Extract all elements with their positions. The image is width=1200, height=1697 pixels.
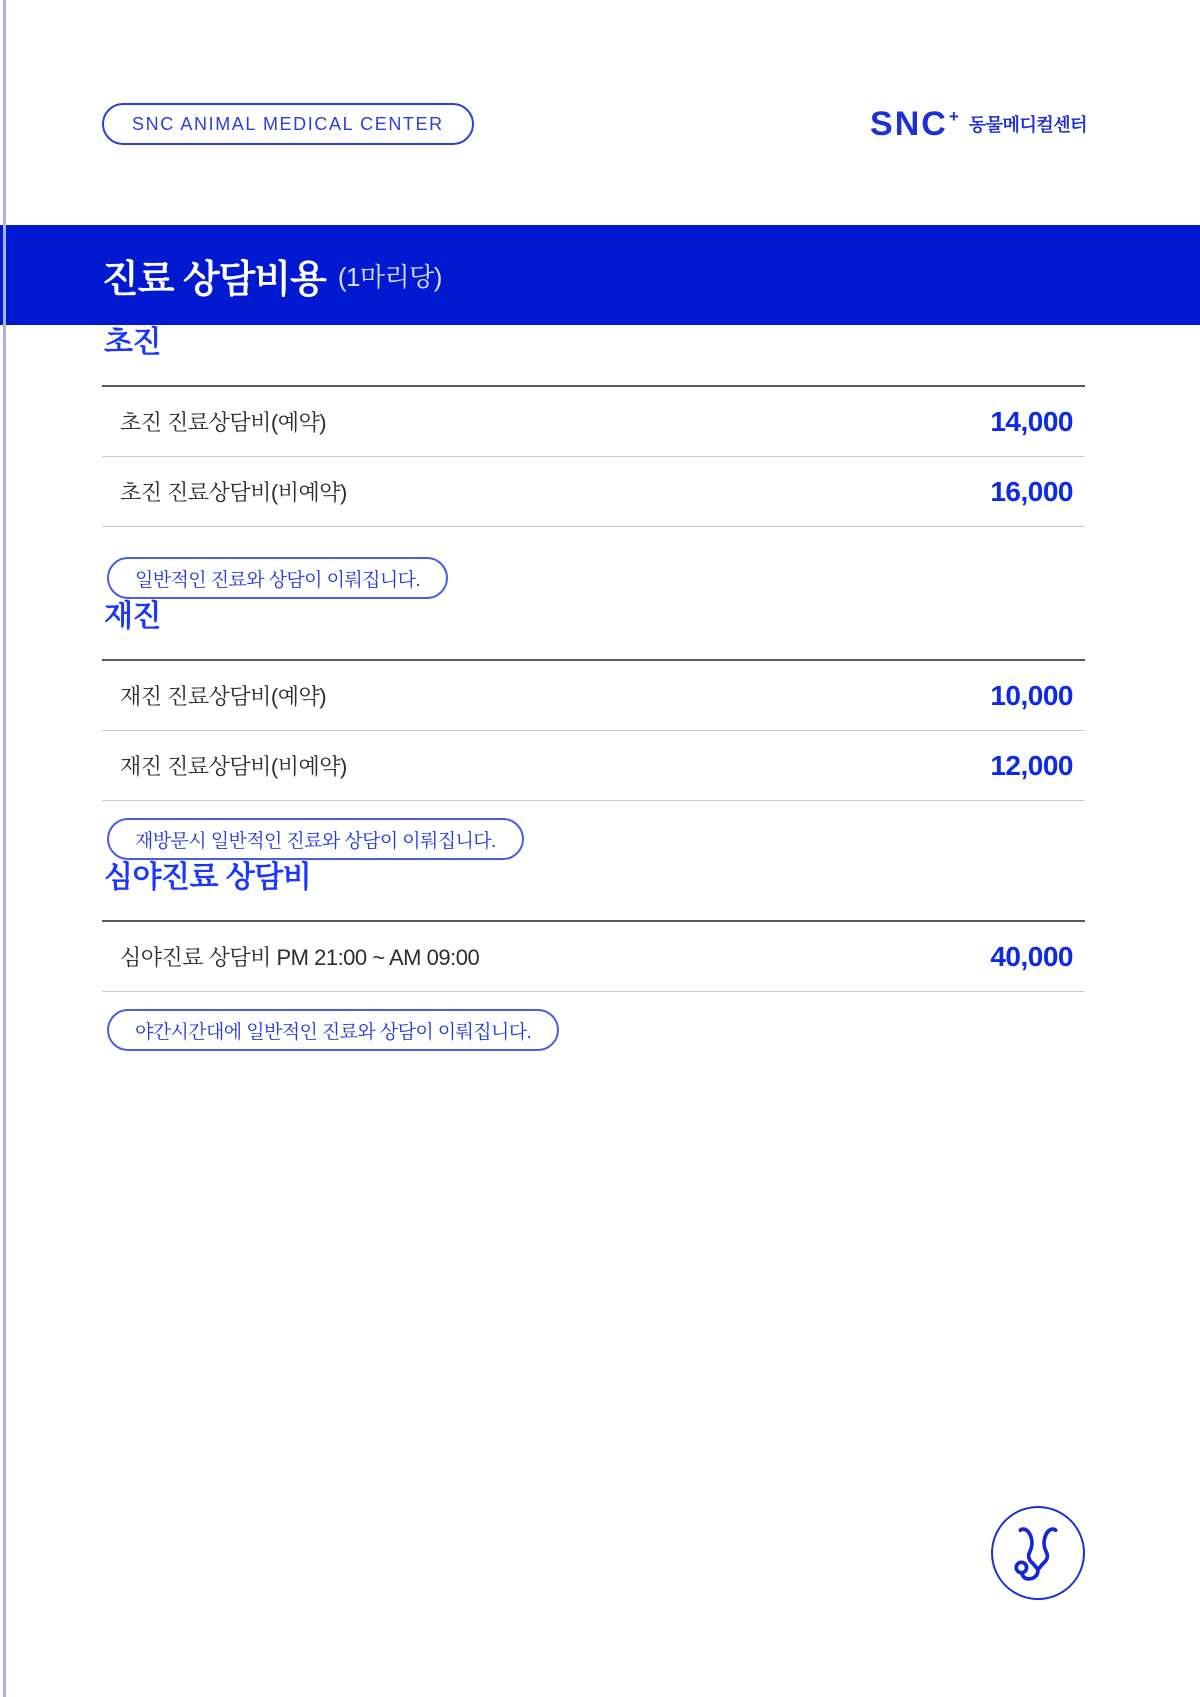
row-price: 12,000 [990,749,1073,781]
section-first-visit [102,325,1085,599]
page-title: 진료 상담비용 [102,258,326,301]
clinic-stamp [991,1506,1085,1600]
logo-plus-icon: + [948,107,961,126]
note-text: 일반적인 진료와 상담이 이뤄집니다. [135,569,421,591]
section-revisit [102,599,1085,860]
table-row [102,387,1085,457]
note-pill [107,1009,559,1051]
row-label: 초진 진료상담비(예약) [120,410,327,435]
row-price: 16,000 [990,475,1073,507]
note-text: 야간시간대에 일반적인 진료와 상담이 이뤄집니다. [135,1021,532,1043]
section-heading: 심야진료 상담비 [104,861,312,894]
row-label: 심야진료 상담비 PM 21:00 ~ AM 09:00 [120,945,480,970]
row-price: 40,000 [990,940,1073,972]
price-table [102,659,1085,801]
row-label: 초진 진료상담비(비예약) [120,480,347,505]
price-table [102,385,1085,527]
price-table [102,920,1085,992]
section-heading: 재진 [104,600,161,633]
section-late-night [102,860,1085,1051]
note-pill [107,818,524,860]
clinic-name-badge [102,103,474,145]
page-content [102,325,1085,1051]
table-row [102,922,1085,992]
page-header [102,103,1087,145]
table-row [102,457,1085,527]
row-price: 10,000 [990,679,1073,711]
section-heading: 초진 [104,326,161,359]
row-price: 14,000 [990,405,1073,437]
row-label: 재진 진료상담비(예약) [120,684,327,709]
row-label: 재진 진료상담비(비예약) [120,754,347,779]
logo-subtitle: 동물메디컬센터 [968,115,1087,135]
note-text: 재방문시 일반적인 진료와 상담이 이뤄집니다. [135,830,496,852]
snc-logo [870,107,1087,141]
note-pill [107,557,448,599]
table-row [102,661,1085,731]
table-row [102,731,1085,801]
stethoscope-icon [1009,1524,1067,1582]
left-accent-strip [3,0,6,1697]
clinic-name-text: SNC ANIMAL MEDICAL CENTER [132,113,444,134]
page-title-unit: (1마리당) [337,261,442,292]
logo-wordmark: SNC+ [870,105,961,143]
title-banner [0,225,1200,325]
